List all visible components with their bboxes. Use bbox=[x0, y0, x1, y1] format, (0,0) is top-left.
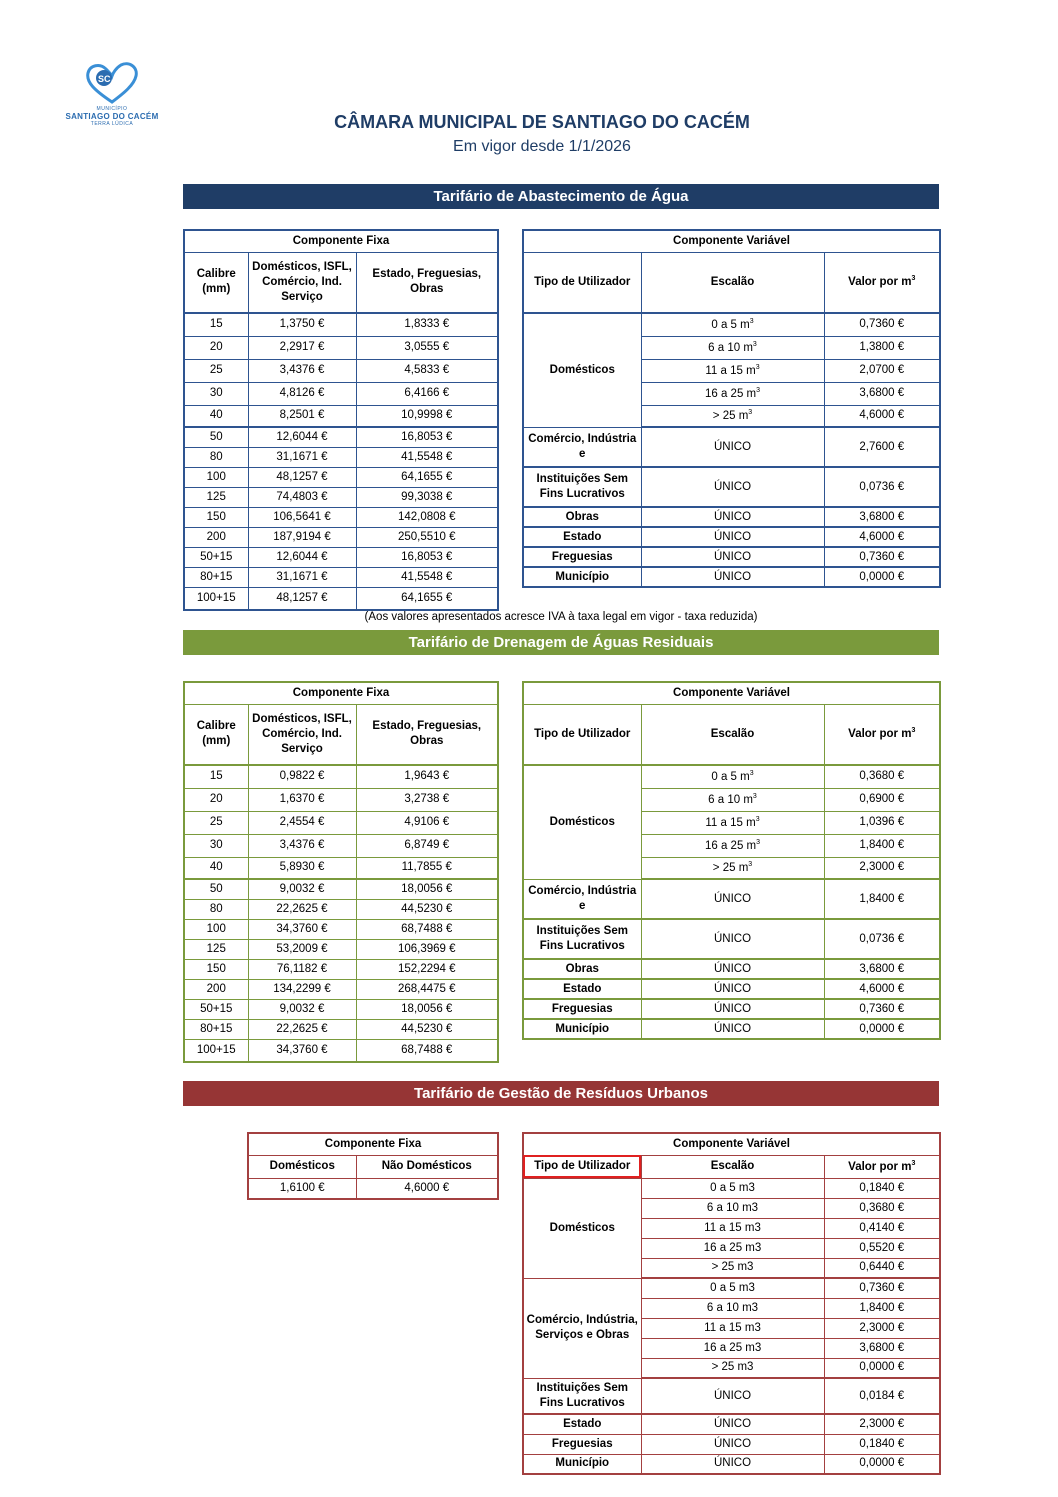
domestic-value-cell: 34,3760 € bbox=[248, 1039, 356, 1062]
domestic-value-cell: 0,9822 € bbox=[248, 765, 356, 788]
table-row bbox=[184, 857, 498, 879]
domestic-value-cell: 106,5641 € bbox=[248, 507, 356, 527]
logo-line1: MUNICÍPIO bbox=[96, 106, 128, 112]
domestic-value-cell: 2,4554 € bbox=[248, 811, 356, 834]
user-type-cell: Município bbox=[523, 1019, 641, 1039]
value-cell: 0,0736 € bbox=[824, 467, 940, 507]
tier-cell: ÚNICO bbox=[641, 979, 824, 999]
calibre-cell: 40 bbox=[184, 857, 248, 879]
user-type-domestic: Domésticos bbox=[523, 765, 641, 879]
value-cell: 4,6000 € bbox=[824, 527, 940, 547]
table-row bbox=[184, 487, 498, 507]
calibre-cell: 100+15 bbox=[184, 587, 248, 610]
tier-cell: ÚNICO bbox=[641, 547, 824, 567]
table-row bbox=[523, 467, 940, 507]
tier-cell: 11 a 15 $m^3$ bbox=[641, 359, 824, 382]
domestic-value-cell: 8,2501 € bbox=[248, 405, 356, 427]
state-value-cell: 68,7488 € bbox=[356, 1039, 498, 1062]
user-type-cell: Obras bbox=[523, 507, 641, 527]
calibre-cell: 50 bbox=[184, 427, 248, 447]
water-variable-table bbox=[522, 229, 941, 588]
calibre-cell: 15 bbox=[184, 313, 248, 336]
tier-cell: 16 a 25 m3 bbox=[641, 1338, 824, 1358]
value-cell: 0,6440 € bbox=[824, 1258, 940, 1278]
svg-text:SC: SC bbox=[98, 74, 111, 84]
state-value-cell: 68,7488 € bbox=[356, 919, 498, 939]
tier-cell: > 25 m3 bbox=[641, 1358, 824, 1378]
value-cell: 0,5520 € bbox=[824, 1238, 940, 1258]
domestic-group-header: Domésticos, ISFL, Comércio, Ind. Serviço bbox=[248, 252, 356, 313]
domestic-value-cell: 22,2625 € bbox=[248, 899, 356, 919]
value-cell: 0,7360 € bbox=[824, 1278, 940, 1298]
domestic-header: Domésticos bbox=[248, 1155, 356, 1178]
tier-cell: ÚNICO bbox=[641, 1378, 824, 1414]
value-cell: 0,0000 € bbox=[824, 1358, 940, 1378]
tier-cell: ÚNICO bbox=[641, 879, 824, 919]
tier-cell: 0 a 5 $m^3$ bbox=[641, 765, 824, 788]
calibre-cell: 100+15 bbox=[184, 1039, 248, 1062]
table-row bbox=[523, 879, 940, 919]
state-value-cell: 99,3038 € bbox=[356, 487, 498, 507]
value-cell: 0,0184 € bbox=[824, 1378, 940, 1414]
state-value-cell: 250,5510 € bbox=[356, 527, 498, 547]
domestic-value-cell: 1,3750 € bbox=[248, 313, 356, 336]
table-row bbox=[184, 959, 498, 979]
drainage-variable-table bbox=[522, 681, 941, 1040]
table-row bbox=[523, 765, 940, 788]
domestic-value-cell: 12,6044 € bbox=[248, 547, 356, 567]
domestic-value-cell: 3,4376 € bbox=[248, 834, 356, 857]
state-value-cell: 4,5833 € bbox=[356, 359, 498, 382]
user-type-domestic: Domésticos bbox=[523, 1178, 641, 1278]
calibre-cell: 80 bbox=[184, 447, 248, 467]
drainage-variable-heading: Componente Variável bbox=[523, 682, 940, 704]
tier-cell: 6 a 10 $m^3$ bbox=[641, 788, 824, 811]
tier-header: Escalão bbox=[641, 252, 824, 313]
table-row bbox=[184, 765, 498, 788]
page-subtitle: Em vigor desde 1/1/2026 bbox=[453, 138, 631, 155]
state-value-cell: 142,0808 € bbox=[356, 507, 498, 527]
table-row bbox=[523, 1278, 940, 1298]
domestic-value-cell: 22,2625 € bbox=[248, 1019, 356, 1039]
table-row bbox=[523, 1454, 940, 1474]
tier-cell: 0 a 5 m3 bbox=[641, 1178, 824, 1198]
user-type-cell: Freguesias bbox=[523, 1434, 641, 1454]
tier-cell: 16 a 25 m3 bbox=[641, 1238, 824, 1258]
table-row bbox=[523, 999, 940, 1019]
table-row bbox=[184, 447, 498, 467]
domestic-value-cell: 2,2917 € bbox=[248, 336, 356, 359]
value-cell: 0,7360 € bbox=[824, 547, 940, 567]
table-row bbox=[523, 919, 940, 959]
state-value-cell: 4,9106 € bbox=[356, 811, 498, 834]
tier-cell: ÚNICO bbox=[641, 427, 824, 467]
waste-variable-table bbox=[522, 1132, 941, 1475]
state-value-cell: 6,8749 € bbox=[356, 834, 498, 857]
table-row bbox=[184, 467, 498, 487]
tier-cell: ÚNICO bbox=[641, 1454, 824, 1474]
tier-cell: 11 a 15 m3 bbox=[641, 1318, 824, 1338]
value-per-m3-header: Valor por $m^3$ bbox=[824, 252, 940, 313]
tier-cell: 16 a 25 $m^3$ bbox=[641, 834, 824, 857]
tier-header: Escalão bbox=[641, 1155, 824, 1178]
water-variable-heading: Componente Variável bbox=[523, 230, 940, 252]
state-group-header: Estado, Freguesias, Obras bbox=[356, 704, 498, 765]
user-type-cell: Obras bbox=[523, 959, 641, 979]
state-group-header: Estado, Freguesias, Obras bbox=[356, 252, 498, 313]
table-row bbox=[184, 359, 498, 382]
table-row bbox=[523, 547, 940, 567]
waste-fixed-table bbox=[247, 1132, 499, 1200]
tier-cell: ÚNICO bbox=[641, 527, 824, 547]
table-row bbox=[184, 979, 498, 999]
state-value-cell: 41,5548 € bbox=[356, 567, 498, 587]
calibre-cell: 125 bbox=[184, 939, 248, 959]
value-cell: 0,3680 € bbox=[824, 1198, 940, 1218]
table-row bbox=[523, 1434, 940, 1454]
calibre-cell: 125 bbox=[184, 487, 248, 507]
domestic-value-cell: 187,9194 € bbox=[248, 527, 356, 547]
table-row bbox=[184, 939, 498, 959]
user-type-commerce: Comércio, Indústria, Serviços e Obras bbox=[523, 1278, 641, 1378]
user-type-commerce: Comércio, Indústria e bbox=[523, 427, 641, 467]
tier-cell: > 25 $m^3$ bbox=[641, 857, 824, 879]
value-cell: 0,0000 € bbox=[824, 1454, 940, 1474]
domestic-value-cell: 134,2299 € bbox=[248, 979, 356, 999]
non-domestic-header: Não Domésticos bbox=[356, 1155, 498, 1178]
table-row bbox=[184, 788, 498, 811]
calibre-cell: 200 bbox=[184, 527, 248, 547]
tier-cell: 11 a 15 m3 bbox=[641, 1218, 824, 1238]
tier-cell: 0 a 5 $m^3$ bbox=[641, 313, 824, 336]
value-cell: 2,7600 € bbox=[824, 427, 940, 467]
calibre-cell: 80 bbox=[184, 899, 248, 919]
tier-cell: 16 a 25 $m^3$ bbox=[641, 382, 824, 405]
domestic-value-cell: 3,4376 € bbox=[248, 359, 356, 382]
user-type-cell: Estado bbox=[523, 1414, 641, 1434]
domestic-value-cell: 31,1671 € bbox=[248, 447, 356, 467]
table-row bbox=[523, 959, 940, 979]
user-type-cell: Estado bbox=[523, 527, 641, 547]
table-row bbox=[184, 547, 498, 567]
value-cell: 3,6800 € bbox=[824, 507, 940, 527]
user-type-cell: Freguesias bbox=[523, 999, 641, 1019]
calibre-cell: 40 bbox=[184, 405, 248, 427]
state-value-cell: 6,4166 € bbox=[356, 382, 498, 405]
value-cell: 0,0736 € bbox=[824, 919, 940, 959]
value-cell: 0,1840 € bbox=[824, 1434, 940, 1454]
value-cell: 0,1840 € bbox=[824, 1178, 940, 1198]
value-cell: 3,6800 € bbox=[824, 1338, 940, 1358]
table-row bbox=[184, 1039, 498, 1062]
state-value-cell: 11,7855 € bbox=[356, 857, 498, 879]
tier-cell: 6 a 10 m3 bbox=[641, 1298, 824, 1318]
table-row bbox=[184, 405, 498, 427]
tier-cell: 11 a 15 $m^3$ bbox=[641, 811, 824, 834]
user-type-ipsl: Instituições Sem Fins Lucrativos bbox=[523, 919, 641, 959]
calibre-cell: 150 bbox=[184, 507, 248, 527]
calibre-cell: 100 bbox=[184, 919, 248, 939]
table-row bbox=[184, 567, 498, 587]
state-value-cell: 1,9643 € bbox=[356, 765, 498, 788]
value-cell: 3,6800 € bbox=[824, 959, 940, 979]
user-type-header: Tipo de Utilizador bbox=[523, 252, 641, 313]
calibre-cell: 50 bbox=[184, 879, 248, 899]
state-value-cell: 10,9998 € bbox=[356, 405, 498, 427]
table-row bbox=[523, 1019, 940, 1039]
table-row bbox=[523, 313, 940, 336]
table-row bbox=[184, 382, 498, 405]
heart-logo-icon bbox=[84, 62, 140, 104]
tier-cell: ÚNICO bbox=[641, 919, 824, 959]
calibre-cell: 100 bbox=[184, 467, 248, 487]
table-row bbox=[184, 313, 498, 336]
table-row bbox=[184, 834, 498, 857]
table-row bbox=[184, 999, 498, 1019]
vat-note: (Aos valores apresentados acresce IVA à taxa legal em vigor - taxa reduzida) bbox=[364, 611, 758, 623]
table-row bbox=[184, 879, 498, 899]
tier-cell: 6 a 10 m3 bbox=[641, 1198, 824, 1218]
value-per-m3-header: Valor por $m^3$ bbox=[824, 1155, 940, 1178]
calibre-cell: 30 bbox=[184, 834, 248, 857]
value-cell: 1,3800 € bbox=[824, 336, 940, 359]
value-cell: 1,8400 € bbox=[824, 879, 940, 919]
non-domestic-fixed-value: 4,6000 € bbox=[356, 1178, 498, 1199]
tier-cell: ÚNICO bbox=[641, 567, 824, 587]
tier-header: Escalão bbox=[641, 704, 824, 765]
page-title: CÂMARA MUNICIPAL DE SANTIAGO DO CACÉM bbox=[334, 112, 750, 132]
waste-fixed-heading: Componente Fixa bbox=[248, 1133, 498, 1155]
state-value-cell: 16,8053 € bbox=[356, 427, 498, 447]
tier-cell: 6 a 10 $m^3$ bbox=[641, 336, 824, 359]
calibre-cell: 50+15 bbox=[184, 999, 248, 1019]
user-type-ipsl: Instituições Sem Fins Lucrativos bbox=[523, 1378, 641, 1414]
value-cell: 2,3000 € bbox=[824, 1414, 940, 1434]
state-value-cell: 18,0056 € bbox=[356, 999, 498, 1019]
domestic-value-cell: 4,8126 € bbox=[248, 382, 356, 405]
domestic-value-cell: 5,8930 € bbox=[248, 857, 356, 879]
tier-cell: ÚNICO bbox=[641, 1019, 824, 1039]
tier-cell: ÚNICO bbox=[641, 999, 824, 1019]
tier-cell: ÚNICO bbox=[641, 507, 824, 527]
table-row bbox=[523, 1178, 940, 1198]
logo-line3: TERRA LÚDICA bbox=[90, 121, 134, 127]
value-per-m3-header: Valor por $m^3$ bbox=[824, 704, 940, 765]
tier-cell: 0 a 5 m3 bbox=[641, 1278, 824, 1298]
value-cell: 2,3000 € bbox=[824, 857, 940, 879]
logo-line2: SANTIAGO DO CACÉM bbox=[65, 112, 159, 121]
drainage-fixed-heading: Componente Fixa bbox=[184, 682, 498, 704]
value-cell: 1,8400 € bbox=[824, 834, 940, 857]
domestic-value-cell: 76,1182 € bbox=[248, 959, 356, 979]
value-cell: 2,0700 € bbox=[824, 359, 940, 382]
table-row bbox=[184, 527, 498, 547]
tier-cell: ÚNICO bbox=[641, 467, 824, 507]
domestic-value-cell: 48,1257 € bbox=[248, 587, 356, 610]
domestic-fixed-value: 1,6100 € bbox=[248, 1178, 356, 1199]
waste-tariff-banner: Tarifário de Gestão de Resíduos Urbanos bbox=[183, 1081, 939, 1106]
drainage-fixed-table bbox=[183, 681, 499, 1063]
domestic-value-cell: 9,0032 € bbox=[248, 879, 356, 899]
value-cell: 1,8400 € bbox=[824, 1298, 940, 1318]
user-type-domestic: Domésticos bbox=[523, 313, 641, 427]
user-type-cell: Freguesias bbox=[523, 547, 641, 567]
value-cell: 0,7360 € bbox=[824, 313, 940, 336]
table-row bbox=[523, 979, 940, 999]
domestic-value-cell: 74,4803 € bbox=[248, 487, 356, 507]
calibre-header: Calibre (mm) bbox=[184, 704, 248, 765]
calibre-cell: 15 bbox=[184, 765, 248, 788]
state-value-cell: 18,0056 € bbox=[356, 879, 498, 899]
calibre-cell: 20 bbox=[184, 336, 248, 359]
table-row bbox=[523, 1378, 940, 1414]
state-value-cell: 268,4475 € bbox=[356, 979, 498, 999]
user-type-cell: Estado bbox=[523, 979, 641, 999]
state-value-cell: 44,5230 € bbox=[356, 899, 498, 919]
water-tariff-banner: Tarifário de Abastecimento de Água bbox=[183, 184, 939, 209]
calibre-cell: 80+15 bbox=[184, 567, 248, 587]
tier-cell: ÚNICO bbox=[641, 1414, 824, 1434]
calibre-cell: 20 bbox=[184, 788, 248, 811]
state-value-cell: 1,8333 € bbox=[356, 313, 498, 336]
drainage-tariff-banner: Tarifário de Drenagem de Águas Residuais bbox=[183, 630, 939, 655]
domestic-value-cell: 34,3760 € bbox=[248, 919, 356, 939]
state-value-cell: 41,5548 € bbox=[356, 447, 498, 467]
calibre-cell: 30 bbox=[184, 382, 248, 405]
table-row bbox=[184, 1019, 498, 1039]
domestic-value-cell: 48,1257 € bbox=[248, 467, 356, 487]
value-cell: 1,0396 € bbox=[824, 811, 940, 834]
user-type-cell: Município bbox=[523, 1454, 641, 1474]
table-row bbox=[523, 527, 940, 547]
value-cell: 4,6000 € bbox=[824, 979, 940, 999]
value-cell: 0,7360 € bbox=[824, 999, 940, 1019]
calibre-cell: 50+15 bbox=[184, 547, 248, 567]
table-row bbox=[184, 427, 498, 447]
waste-variable-heading: Componente Variável bbox=[523, 1133, 940, 1155]
table-row bbox=[184, 919, 498, 939]
calibre-cell: 200 bbox=[184, 979, 248, 999]
table-row bbox=[523, 567, 940, 587]
table-row bbox=[184, 507, 498, 527]
calibre-cell: 150 bbox=[184, 959, 248, 979]
tier-cell: ÚNICO bbox=[641, 1434, 824, 1454]
state-value-cell: 3,2738 € bbox=[356, 788, 498, 811]
value-cell: 0,0000 € bbox=[824, 567, 940, 587]
user-type-commerce: Comércio, Indústria e bbox=[523, 879, 641, 919]
calibre-cell: 80+15 bbox=[184, 1019, 248, 1039]
state-value-cell: 44,5230 € bbox=[356, 1019, 498, 1039]
tier-cell: > 25 $m^3$ bbox=[641, 405, 824, 427]
value-cell: 3,6800 € bbox=[824, 382, 940, 405]
table-row bbox=[523, 507, 940, 527]
state-value-cell: 3,0555 € bbox=[356, 336, 498, 359]
state-value-cell: 106,3969 € bbox=[356, 939, 498, 959]
water-fixed-heading: Componente Fixa bbox=[184, 230, 498, 252]
table-row bbox=[523, 1414, 940, 1434]
calibre-cell: 25 bbox=[184, 359, 248, 382]
domestic-value-cell: 31,1671 € bbox=[248, 567, 356, 587]
value-cell: 0,4140 € bbox=[824, 1218, 940, 1238]
tier-cell: ÚNICO bbox=[641, 959, 824, 979]
domestic-value-cell: 53,2009 € bbox=[248, 939, 356, 959]
state-value-cell: 152,2294 € bbox=[356, 959, 498, 979]
tier-cell: > 25 m3 bbox=[641, 1258, 824, 1278]
state-value-cell: 64,1655 € bbox=[356, 467, 498, 487]
calibre-header: Calibre (mm) bbox=[184, 252, 248, 313]
state-value-cell: 16,8053 € bbox=[356, 547, 498, 567]
domestic-value-cell: 9,0032 € bbox=[248, 999, 356, 1019]
user-type-header: Tipo de Utilizador bbox=[523, 704, 641, 765]
calibre-cell: 25 bbox=[184, 811, 248, 834]
domestic-value-cell: 1,6370 € bbox=[248, 788, 356, 811]
user-type-header: Tipo de Utilizador bbox=[523, 1155, 641, 1178]
domestic-value-cell: 12,6044 € bbox=[248, 427, 356, 447]
water-fixed-table bbox=[183, 229, 499, 611]
value-cell: 4,6000 € bbox=[824, 405, 940, 427]
value-cell: 0,6900 € bbox=[824, 788, 940, 811]
value-cell: 0,0000 € bbox=[824, 1019, 940, 1039]
table-row bbox=[184, 899, 498, 919]
table-row bbox=[184, 587, 498, 610]
table-row bbox=[184, 336, 498, 359]
table-row bbox=[184, 811, 498, 834]
value-cell: 0,3680 € bbox=[824, 765, 940, 788]
value-cell: 2,3000 € bbox=[824, 1318, 940, 1338]
domestic-group-header: Domésticos, ISFL, Comércio, Ind. Serviço bbox=[248, 704, 356, 765]
table-row bbox=[523, 427, 940, 467]
user-type-ipsl: Instituições Sem Fins Lucrativos bbox=[523, 467, 641, 507]
user-type-cell: Município bbox=[523, 567, 641, 587]
state-value-cell: 64,1655 € bbox=[356, 587, 498, 610]
